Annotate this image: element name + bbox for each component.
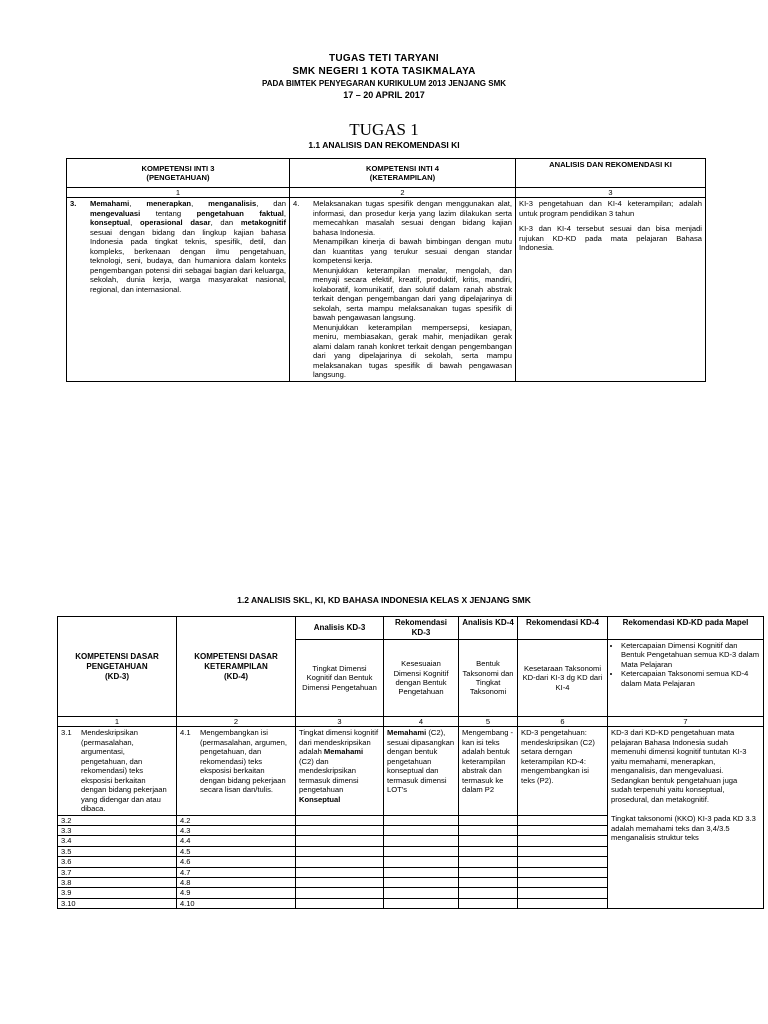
ki3-cell <box>67 198 290 381</box>
col-number: 5 <box>459 717 518 727</box>
kd31-cell <box>58 727 177 815</box>
ki3-number: 3. <box>70 199 77 209</box>
sub-rek-mapel <box>608 640 764 717</box>
table-row: 3.5 4.5 <box>58 846 764 856</box>
table-row: 3.8 4.8 <box>58 877 764 887</box>
table-row: 3.10 4.10 <box>58 898 764 908</box>
rek-bullet: • Ketercapaian Taksonomi semua KD-4 dalam Mata Pelajaran <box>621 669 760 688</box>
section1-title: 1.1 ANALISIS DAN REKOMENDASI KI <box>308 140 460 150</box>
rek-mapel-text-1: KD-3 dari KD-KD pengetahuan mata pelajaran Bahasa Indonesia sudah memenuhi dimensi kognitif tuntutan KI-3 yaitu memahami, menerapkan, menganalisis, dan mengevaluasi. Sedangkan bentuk pengetahuan juga sudah terpenuhi yaitu konseptual, prosedural, dan metakognitif. <box>611 728 747 804</box>
kd31-text: Mendeskripsikan (permasalahan, argumentasi, pengetahuan, dan rekomendasi) teks eksposisi berkaitan dengan bidang pekerjaan yang didengar dan atau dibaca. <box>81 728 167 814</box>
col-number: 2 <box>177 717 296 727</box>
ki4-cell <box>290 198 516 381</box>
sub-rek-kd3: Kesesuaian Dimensi Kognitif dengan Bentuk Pengetahuan <box>384 640 459 717</box>
analysis-text-2: KI-3 dan KI-4 tersebut sesuai dan bisa menjadi rujukan KD-KD pada mata pelajaran Bahasa Indonesia. <box>519 224 702 253</box>
header-kd4: KOMPETENSI DASAR KETERAMPILAN (KD-4) <box>177 617 296 717</box>
header-kd3: KOMPETENSI DASAR PENGETAHUAN (KD-3) <box>58 617 177 717</box>
col-header-ki3: KOMPETENSI INTI 3 (PENGETAHUAN) <box>67 159 290 188</box>
assignment-heading: TUGAS 1 <box>349 120 419 139</box>
kd41-text: Mengembangkan isi (permasalahan, argumen, pengetahuan, dan rekomendasi) teks eksposisi berkaitan dengan bidang pekerjaan secara lisan dan/tulis. <box>200 728 287 795</box>
sub-analisis-kd3: Tingkat Dimensi Kognitif dan Bentuk Dimensi Pengetahuan <box>296 640 384 717</box>
table-row: 3.2 4.2 <box>58 815 764 825</box>
col-number: 2 <box>290 188 516 198</box>
rek-mapel-cell <box>608 727 764 909</box>
kd41-number: 4.1 <box>180 728 191 738</box>
ki-analysis-table <box>66 158 706 382</box>
table-row: 3.6 4.6 <box>58 857 764 867</box>
section2-title: 1.2 ANALISIS SKL, KI, KD BAHASA INDONESIA KELAS X JENJANG SMK <box>237 595 531 605</box>
doc-title: TUGAS TETI TARYANI <box>328 53 440 64</box>
col-number: 3 <box>516 188 706 198</box>
school-name: SMK NEGERI 1 KOTA TASIKMALAYA <box>292 66 476 77</box>
analysis-text-1: KI-3 pengetahuan dan KI-4 keterampilan; adalah untuk program pendidikan 3 tahun <box>519 199 702 218</box>
table-row: 3.7 4.7 <box>58 867 764 877</box>
kd41-cell <box>177 727 296 815</box>
ki3-text: Memahami, menerapkan, menganalisis, dan mengevaluasi tentang pengetahuan faktual, konseptual, operasional dasar, dan metakognitif sesuai dengan bidang dan lingkup kajian bahasa Indonesia pada tingkat teknis, spesifik, detil, dan kompleks, berkenaan dengan ilmu pengetahuan, teknologi, seni, budaya, dan humaniora dalam konteks pengembangan potensi diri sebagai bagian dari keluarga, sekolah, dunia kerja, warga masyarakat nasional, regional, dan internasional. <box>90 199 287 294</box>
col-number: 1 <box>67 188 290 198</box>
rek-kd3-cell: Memahami (C2), sesuai dipasangkan dengan bentuk pengetahuan konseptual dan termasuk dimensi LOT's <box>384 727 459 815</box>
analisis-kd3-cell: Tingkat dimensi kognitif dari mendeskripsikan adalah Memahami (C2) dan mendeskripsikan termasuk dimensi pengetahuan Konseptual <box>296 727 384 815</box>
ki4-text: Melaksanakan tugas spesifik dengan menggunakan alat, informasi, dan prosedur kerja yang lazim dilakukan serta memecahkan masalah sesuai dengan bidang kajian bahasa Indonesia. Menampilkan kinerja di bawah bimbingan dengan mutu dan kuantitas yang terukur sesuai dengan standar kompetensi kerja. Menunjukkan keterampilan menalar, mengolah, dan menyaji secara efektif, kreatif, produktif, kritis, mandiri, kolaboratif, komunikatif, dan solutif dalam ranah abstrak terkait dengan pengembangan dari yang dipelajarinya di sekolah, serta mampu melaksanakan tugas spesifik di bawah pengawasan langsung. Menunjukkan keterampilan mempersepsi, kesiapan, meniru, membiasakan, gerak mahir, menjadikan gerak alami dalam ranah konkret terkait dengan pengembangan dari yang dipelajarinya di sekolah, serta mampu melaksanakan tugas spesifik di bawah pengawasan langsung. <box>313 199 512 380</box>
sub-rek-kd4: Kesetaraan Taksonomi KD-dari KI-3 dg KD dari KI-4 <box>518 640 608 717</box>
col-header-analysis: ANALISIS DAN REKOMENDASI KI <box>516 159 706 188</box>
col-number: 3 <box>296 717 384 727</box>
event-date: 17 – 20 APRIL 2017 <box>343 90 425 100</box>
rek-mapel-text-2: Tingkat taksonomi (KKO) KI-3 pada KD 3.3 adalah memahami teks dan 3,4/3.5 menganalisis struktur teks <box>611 814 756 843</box>
col-number: 1 <box>58 717 177 727</box>
col-number: 4 <box>384 717 459 727</box>
col-number: 6 <box>518 717 608 727</box>
header-analisis-kd4: Analisis KD-4 <box>459 617 518 640</box>
sub-analisis-kd4: Bentuk Taksonomi dan Tingkat Taksonomi <box>459 640 518 717</box>
analisis-kd4-cell: Mengembang -kan isi teks adalah bentuk keterampilan abstrak dan termasuk ke dalam P2 <box>459 727 518 815</box>
header-rek-kd3: Rekomendasi KD-3 <box>384 617 459 640</box>
kd31-number: 3.1 <box>61 728 72 738</box>
header-rek-mapel: Rekomendasi KD-KD pada Mapel <box>608 617 764 640</box>
header-analisis-kd3: Analisis KD-3 <box>296 617 384 640</box>
event-name: PADA BIMTEK PENYEGARAN KURIKULUM 2013 JENJANG SMK <box>261 79 507 88</box>
kd-analysis-table <box>57 616 764 909</box>
table-row: 3.3 4.3 <box>58 826 764 836</box>
col-number: 7 <box>608 717 764 727</box>
rek-kd4-cell: KD-3 pengetahuan: mendeskripsikan (C2) setara derngan keterampilan KD-4: mengembangkan isi teks (P2). <box>518 727 608 815</box>
table-row: 3.4 4.4 <box>58 836 764 846</box>
ki4-number: 4. <box>293 199 300 209</box>
analysis-cell <box>516 198 706 381</box>
table-row: 3.9 4.9 <box>58 888 764 898</box>
col-header-ki4: KOMPETENSI INTI 4 (KETERAMPILAN) <box>290 159 516 188</box>
rek-bullet: • Ketercapaian Dimensi Kognitif dan Bentuk Pengetahuan semua KD-3 dalam Mata Pelajaran <box>621 641 760 669</box>
header-rek-kd4: Rekomendasi KD-4 <box>518 617 608 640</box>
